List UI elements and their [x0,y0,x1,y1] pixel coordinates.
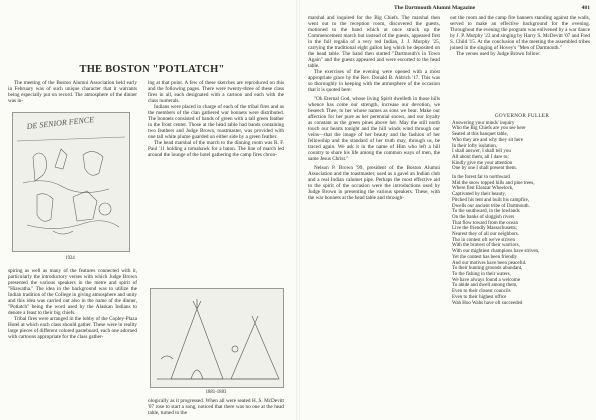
figure-caption-1924: 1924 [65,256,75,261]
poem-line: Pitched his tent and built his campfire, [452,197,530,203]
poem-line: Wah Hoo Wahs have oft succeeded [452,300,523,306]
poem-line: Nearest they of all our neighbors. [452,232,519,238]
paragraph: out the room and the camp fire banners standing against the walls, served to make an effective background for the evening. Throughout the evening the program was enlivened by a war dance by J. P. Murphy '23 and singing by Harry S. McDevitt '07 and Fred S. Child '15. At the conclusion of the meeting the assembled tribes joined in the singing of Hovey's "Men of Dartmouth." [450,15,590,51]
poem-line: All about them, all I dare to; [452,154,509,160]
poem-line: To their hunting grounds abundant, [452,266,523,272]
poem-line: Yet the contest has been friendly [452,254,518,260]
cartoon-illustration [13,113,129,251]
paragraph: ologically as it progressed. When all were seated H. S. McDevitt '07 rose to start a song, noticed that there was no one at the head table, turned to the [148,398,284,416]
poem-line: Dwells our ancient tribe of Dartmouth. [452,203,530,209]
poem-line: With our mightiest champions have striven, [452,249,540,255]
poem-line: Even to their highest office [452,294,507,300]
running-header [394,5,590,11]
paragraph: ing at that point. A few of these sketches are reproduced on this and the following pages. There were twenty-three of these class fires in all, each designated with a cartoon and each with the class numerals. [148,80,284,104]
fence-sign-text: DE SENIOR FENCE [26,114,95,131]
poem-heading: GOVERNOR FULLER [494,113,550,119]
poem-line: And our motives have been peaceful. [452,260,527,266]
poem-line: With the bravest of their warriors, [452,243,520,249]
teepee-illustration [151,289,283,387]
poem-line: Captivated by their beauty, [452,192,506,198]
grace-quotation: "Oh Eternal God, whose living Spirit dwelleth in those hills whence has come our strength, increase our devotion, we beseech Thee, to her whose names as sons we bear. Make our affection for her pure as her perennial snows, and our loyalty as constant as the green pines above her. May the still north touch our hearts tonight and the hill winds wind through our veins—that the image of her beauty and the fashion of her fellowship and the standard of her truth may, through us, be traced again. We ask it in the name of Him who left a hill country to share his life among the common ways of men, the same Jesus Christ." [308,96,440,162]
paragraph: The meeting of the Boston Alumni Association held early in February was of such unique character that it warrants being especially put on record. The atmosphere of the dinner was in- [8,80,137,104]
paragraph: The head marshal of the march to the dinning room was R. F. Paul '11 holding a tomahawk for a baton. The line of march led around the lounge of the hotel gathering the camp fires chron- [148,140,284,158]
paragraph: spiring as well as many of the features connected with it, particularly the introductory verses with which Judge Brown presented the various speakers in the metre and spirit of "Hiawatha." The idea in the background was to utilize the Indian tradition of the College in giving atmosphere and unity and this idea was carried out also in the name of the dinner, "Potlatch" being the word used by the Alaskan Indians to denote a feast to their big chiefs. [8,268,137,316]
poem-line: One by one I shall present them. [452,166,517,172]
article-title: THE BOSTON "POTLATCH" [79,64,225,75]
poem-line: On the banks of sluggish rivers [452,214,515,220]
poem-line: To abide and dwell among them, [452,283,518,289]
cartoon-figure-1881-1883 [150,288,284,388]
paragraph: marshal and inquired for the Big Chiefs. The marshal then went out to the reception room, discovered the guests, motioned to the band which at once struck up the Commencement march but instead of the guests, appeared first in the full regalia of a very red Indian, J. J. Murphy '25, carrying the traditional eight gallon keg which he deposited on the head table. The band then started "Dartmouth's in Town Again" and the guests appeared and were escorted to the head table. [308,15,440,69]
poem-stanza-1 [452,121,592,172]
paragraph: Indians were placed in charge of each of the tribal fires and as the members of the clan gathered war bonnets were distributed. The bonnets consisted of bands of green with a tall green feather in the front center. Those at the head table had bands containing two feathers and Judge Brown, toastmaster, was provided with one tall white plume guarded on either side by a green feather. [148,104,284,140]
poem-line: To the southward, in the lowlands [452,209,520,215]
poem-line: We have always found a welcome [452,277,521,283]
poem-line: Seated at this banquet table, [452,132,508,138]
left-column-2-top [148,80,284,158]
paragraph: Nelson P. Brown '99, president of the Boston Alumni Association and the toastmaster, used as a gavel an Indian club and a real Indian calumet pipe. Perhaps the most effective aid to the spirit of the occasion were the introductions used by Judge Brown in presenting the various speakers. These, with the war bonnets at the head table and through- [308,165,440,201]
paragraph: The exercises of the evening were opened with a most appropriate grace by the Rev. Donald B. Aldrich '17. This was so thoroughly in keeping with the atmosphere of the occasion that it is quoted here: [308,69,440,93]
cartoon-figure-1924 [12,112,130,252]
poem-stanza-2 [452,175,592,306]
left-column-2-bottom [148,398,284,416]
poem-line: Mid the snow topped hills and pine trees, [452,180,535,186]
poem [452,112,592,306]
poem-line: In their lofty isolation, [452,143,497,149]
paragraph: The verses used by Judge Brown follow: [456,51,541,57]
paragraph: Tribal fires were arranged in the lobby of the Copley-Plaza Hotel at which each class should gather. These were in reality large pieces of different colored pasteboard, each one adorned with cartoons appropriate for the class gather- [8,316,137,340]
right-column-2 [450,15,590,57]
poem-line: Live the friendly Massachusetts; [452,226,518,232]
page-number: 481 [581,5,590,11]
left-column-1-top [8,80,137,104]
poem-line: In the forest far to northward [452,175,510,181]
figure-caption-1881-1883: 1881-1883 [205,390,227,395]
poem-line: Who they are and why they sit here [452,137,523,143]
magazine-title: The Dartmouth Alumni Magazine [394,5,476,11]
poem-line: I shall answer, I shall tell you [452,149,511,155]
poem-line: Kindly give me your attention [452,160,513,166]
right-column-1 [308,15,440,201]
poem-line: Answering your minds' inquiry [452,120,515,126]
poem-line: Tho in contest oft we've striven [452,237,515,243]
poem-line: Where first Eleazar Wheelock, [452,186,514,192]
poem-line: Even to their closest councils [452,289,511,295]
poem-line: That flow toward from the ocean [452,220,518,226]
poem-line: To the fishing in their waters, [452,271,511,277]
page-gutter [296,0,300,420]
poem-line: Who the Big Chiefs are you see here [452,126,526,132]
left-column-1-bottom [8,268,137,340]
